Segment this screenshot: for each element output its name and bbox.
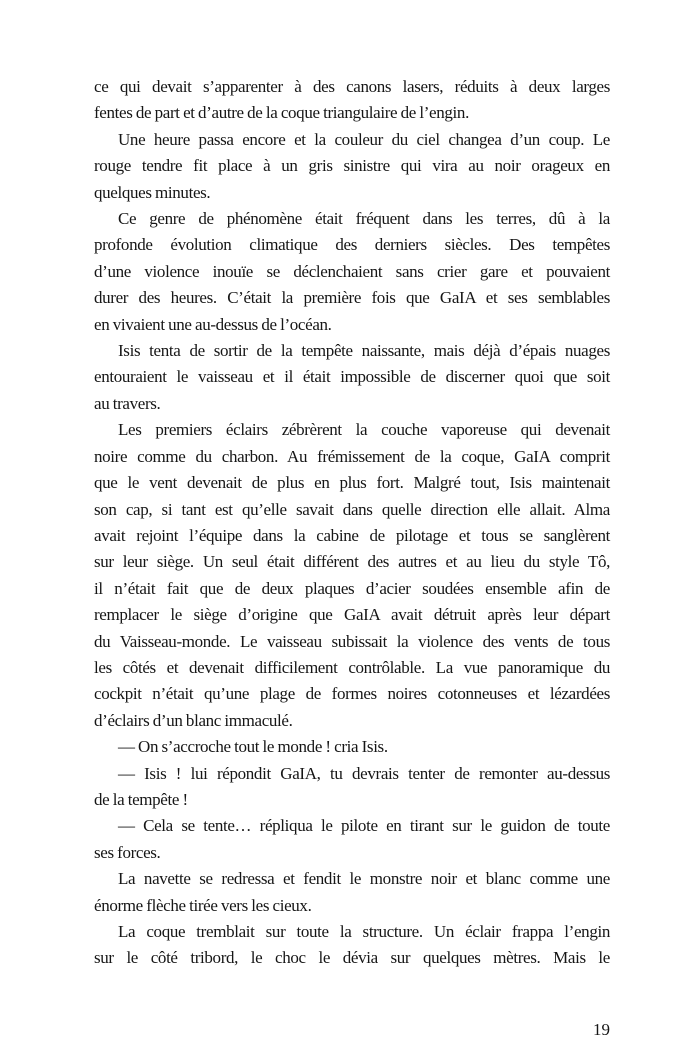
text-line: rouge tendre fit place à un gris sinistre qui vira au noir orageux en [94,156,610,176]
text-line: il n’était fait que de deux plaques d’acier soudées ensemble afin de [94,578,610,598]
page-number: 19 [593,1019,610,1039]
text-line: — Cela se tente… répliqua le pilote en tirant sur le guidon de toute [118,816,610,836]
text-line: Ce genre de phénomène était fréquent dans les terres, dû à la [118,209,610,229]
paragraph [94,866,610,919]
text-line: son cap, si tant est qu’elle savait dans quelle direction elle allait. Alma [94,499,610,519]
text-line: La coque tremblait sur toute la structure. Un éclair frappa l’engin [118,922,610,941]
text-line: sur le côté tribord, le choc le dévia sur quelques mètres. Mais le [94,948,610,968]
text-line: d’éclairs d’un blanc immaculé. [94,710,293,730]
text-line: La navette se redressa et fendit le monstre noir et blanc comme une [118,869,610,889]
text-line: ses forces. [94,842,161,862]
text-line: Une heure passa encore et la couleur du ciel changea d’un coup. Le [118,129,610,149]
text-line: durer des heures. C’était la première fois que GaIA et ses semblables [94,288,610,308]
text-line: du Vaisseau-monde. Le vaisseau subissait la violence des vents de tous [94,631,610,651]
text-line: avait rejoint l’équipe dans la cabine de pilotage et tous se sanglèrent [94,525,610,545]
text-line: sur leur siège. Un seul était différent des autres et au lieu du style Tô, [94,552,610,572]
text-line: énorme flèche tirée vers les cieux. [94,895,312,915]
text-line: remplacer le siège d’origine que GaIA avait détruit après leur départ [94,605,610,625]
text-line: entouraient le vaisseau et il était impossible de discerner quoi que soit [94,367,610,387]
text-line: que le vent devenait de plus en plus fort. Malgré tout, Isis maintenait [94,473,610,493]
text-line: Les premiers éclairs zébrèrent la couche vaporeuse qui devenait [118,420,610,440]
text-line: Isis tenta de sortir de la tempête naissante, mais déjà d’épais nuages [118,341,610,361]
page [94,74,610,1043]
paragraph [94,74,610,127]
paragraph [94,813,610,866]
text-line: noire comme du charbon. Au frémissement de la coque, GaIA comprit [94,446,610,466]
text-line: — Isis ! lui répondit GaIA, tu devrais tenter de remonter au-dessus [118,763,610,783]
text-line: cockpit n’était qu’une plage de formes noires cotonneuses et lézardées [94,684,610,704]
text-line: profonde évolution climatique des derniers siècles. Des tempêtes [94,235,610,255]
text-line: les côtés et devenait difficilement contrôlable. La vue panoramique du [94,657,610,677]
text-line: de la tempête ! [94,789,188,809]
paragraph [94,761,610,814]
text-line: — On s’accroche tout le monde ! cria Isis. [118,737,388,757]
paragraph [94,206,610,338]
paragraph [94,338,610,417]
body-text [94,74,610,972]
paragraph [94,417,610,734]
paragraph [94,919,610,972]
paragraph [94,127,610,206]
text-line: quelques minutes. [94,182,211,202]
text-line: ce qui devait s’apparenter à des canons lasers, réduits à deux larges [94,77,610,96]
text-line: en vivaient une au-dessus de l’océan. [94,314,332,334]
text-line: fentes de part et d’autre de la coque triangulaire de l’engin. [94,103,469,123]
text-line: au travers. [94,393,161,413]
paragraph [94,734,610,760]
text-line: d’une violence inouïe se déclenchaient sans crier gare et pouvaient [94,261,610,281]
